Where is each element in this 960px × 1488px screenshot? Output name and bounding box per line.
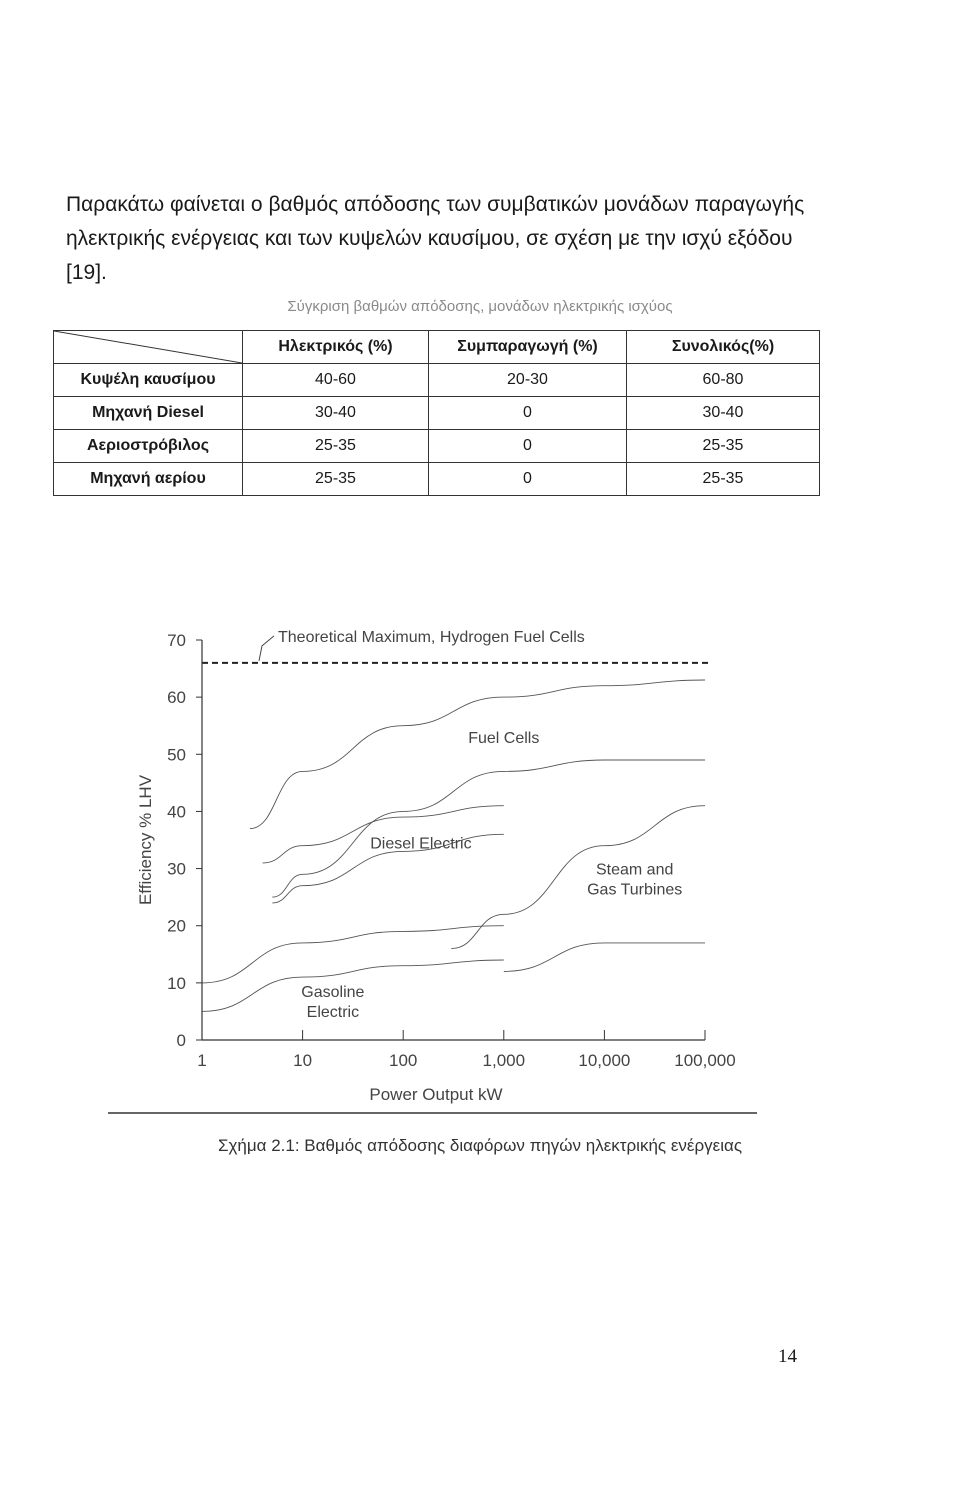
table-cell: 30-40: [627, 397, 820, 430]
table-header: Συμπαραγωγή (%): [429, 331, 627, 364]
fuel-cells-upper-curve: [250, 680, 705, 829]
intro-paragraph: Παρακάτω φαίνεται ο βαθμός απόδοσης των συμβατικών μονάδων παραγωγής ηλεκτρικής ενέργειας και των κυψελών καυσίμου, σε σχέση με την ισχύ εξόδου [19].: [66, 193, 805, 284]
x-tick-label: 100,000: [674, 1051, 736, 1070]
x-tick-label: 100: [389, 1051, 418, 1070]
table-header: Συνολικός(%): [627, 331, 820, 364]
y-tick-label: 30: [167, 859, 186, 879]
y-tick-label: 10: [167, 973, 186, 993]
table-header: Ηλεκτρικός (%): [243, 331, 429, 364]
series-label: Fuel Cells: [468, 729, 540, 747]
table-row-label: Κυψέλη καυσίμου: [54, 364, 243, 397]
table-cell: 0: [429, 430, 627, 463]
figure-caption: Σχήμα 2.1: Βαθμός απόδοσης διαφόρων πηγών ηλεκτρικής ενέργειας: [217, 1136, 743, 1155]
table-cell: 0: [429, 463, 627, 496]
y-axis-title: Efficiency % LHV: [136, 774, 155, 906]
x-axis-title: Power Output kW: [369, 1085, 503, 1104]
table-cell: 25-35: [243, 430, 429, 463]
table-row-label: Μηχανή αερίου: [54, 463, 243, 496]
table-cell: 0: [429, 397, 627, 430]
table-row-label: Αεριοστρόβιλος: [54, 430, 243, 463]
steam-and-gas-turbines-lower-curve: [504, 943, 705, 972]
table-cell: 30-40: [243, 397, 429, 430]
table-row-label: Μηχανή Diesel: [54, 397, 243, 430]
series-label: Electric: [306, 1004, 360, 1022]
table-cell: 60-80: [627, 364, 820, 397]
x-tick-label: 1,000: [482, 1051, 526, 1070]
series-label: Steam and: [595, 861, 674, 879]
table-cell: 25-35: [627, 430, 820, 463]
table-cell: 20-30: [429, 364, 627, 397]
x-tick-label: 1: [197, 1051, 207, 1070]
diesel-electric-upper-curve: [263, 806, 504, 863]
theoretical-maximum-annotation: Theoretical Maximum, Hydrogen Fuel Cells: [278, 628, 585, 646]
x-tick-label: 10,000: [578, 1051, 631, 1070]
annotation-arrow-icon: [259, 636, 274, 661]
series-label: Gas Turbines: [587, 881, 683, 899]
y-tick-label: 60: [167, 688, 186, 708]
y-tick-label: 70: [167, 631, 186, 650]
y-tick-label: 20: [167, 916, 186, 936]
table-cell: 25-35: [243, 463, 429, 496]
table-cell: 25-35: [627, 463, 820, 496]
series-label: Gasoline: [301, 984, 365, 1002]
chart-text: [167, 629, 736, 1070]
table-caption: Σύγκριση βαθμών απόδοσης, μονάδων ηλεκτρικής ισχύος: [287, 298, 673, 315]
y-tick-label: 50: [167, 745, 186, 765]
y-tick-label: 0: [176, 1031, 186, 1050]
page-number: 14: [778, 1346, 797, 1367]
table-cell: 40-60: [243, 364, 429, 397]
gasoline-electric-upper-curve: [202, 926, 504, 983]
x-tick-label: 10: [293, 1051, 313, 1070]
y-tick-label: 40: [167, 802, 186, 822]
series-label: Diesel Electric: [370, 835, 472, 853]
